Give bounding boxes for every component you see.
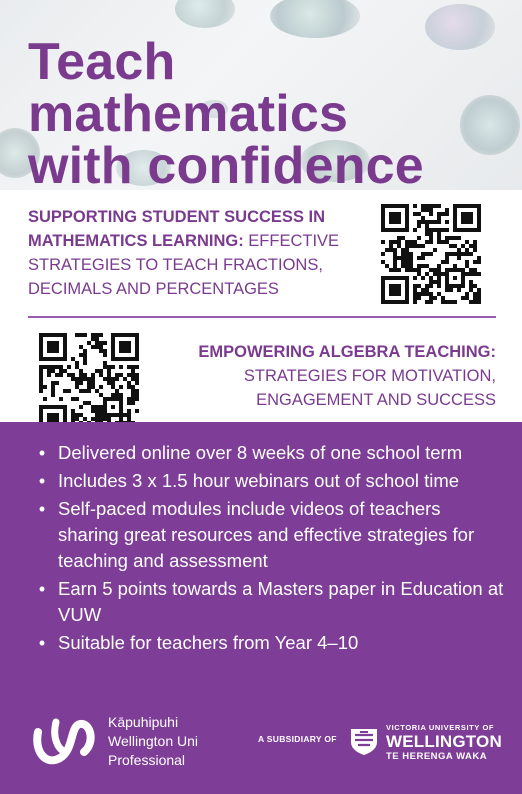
paua-shell-image [175, 0, 235, 28]
list-item [36, 630, 506, 656]
list-item-text: Suitable for teachers from Year 4–10 [58, 632, 359, 653]
qr-code-icon[interactable] [39, 333, 139, 433]
vuw-sub-line: TE HERENGA WAKA [386, 751, 488, 762]
list-item [36, 440, 506, 466]
list-item [36, 496, 506, 574]
qr-code-1 [381, 204, 481, 304]
bullet-icon: • [38, 633, 46, 653]
bullet-icon: • [38, 443, 46, 463]
course-fractions-subtitle: EFFECTIVE STRATEGIES TO TEACH FRACTIONS, DECIMALS AND PERCENTAGES [28, 232, 340, 298]
vuw-crest-icon [349, 726, 379, 756]
bullet-icon: • [38, 499, 46, 519]
section-divider [28, 316, 496, 318]
list-item-text: Delivered online over 8 weeks of one school term [58, 442, 463, 463]
course-fractions [28, 205, 368, 301]
title-line-2: with confidence [28, 137, 424, 190]
brand-line-1: Kāpuhipuhi [108, 714, 179, 730]
list-item-text: Self-paced modules include videos of teachers sharing great resources and effective strategies for teaching and assessment [58, 498, 475, 571]
brand-line-3: Professional [108, 752, 186, 768]
qr-code-2 [39, 333, 139, 433]
list-item [36, 576, 506, 628]
brand-line-2: Wellington Uni [108, 733, 199, 749]
brand-name [108, 713, 198, 770]
paua-shell-image [270, 0, 360, 38]
list-item-text: Includes 3 x 1.5 hour webinars out of school time [58, 470, 460, 491]
list-item [36, 468, 506, 494]
course-fractions-title: SUPPORTING STUDENT SUCCESS IN MATHEMATICS LEARNING: [28, 208, 326, 250]
vuw-main-line: WELLINGTON [386, 732, 502, 751]
course-algebra-subtitle: STRATEGIES FOR MOTIVATION, ENGAGEMENT AND SUCCESS [243, 367, 496, 409]
course-algebra-title: EMPOWERING ALGEBRA TEACHING: [198, 343, 496, 361]
vuw-top-line: VICTORIA UNIVERSITY OF [386, 723, 495, 732]
title-line-1: Teach mathematics [28, 33, 349, 143]
bullet-icon: • [38, 471, 46, 491]
hero-banner [0, 0, 522, 190]
subsidiary-label: A SUBSIDIARY OF [258, 734, 337, 744]
qr-code-icon[interactable] [381, 204, 481, 304]
kapuhipuhi-logo [30, 712, 100, 768]
page-title [28, 33, 508, 190]
list-item-text: Earn 5 points towards a Masters paper in Education at VUW [58, 578, 504, 625]
vuw-wordmark [386, 723, 502, 762]
feature-list [36, 440, 506, 658]
bullet-icon: • [38, 579, 46, 599]
course-algebra [160, 340, 496, 412]
